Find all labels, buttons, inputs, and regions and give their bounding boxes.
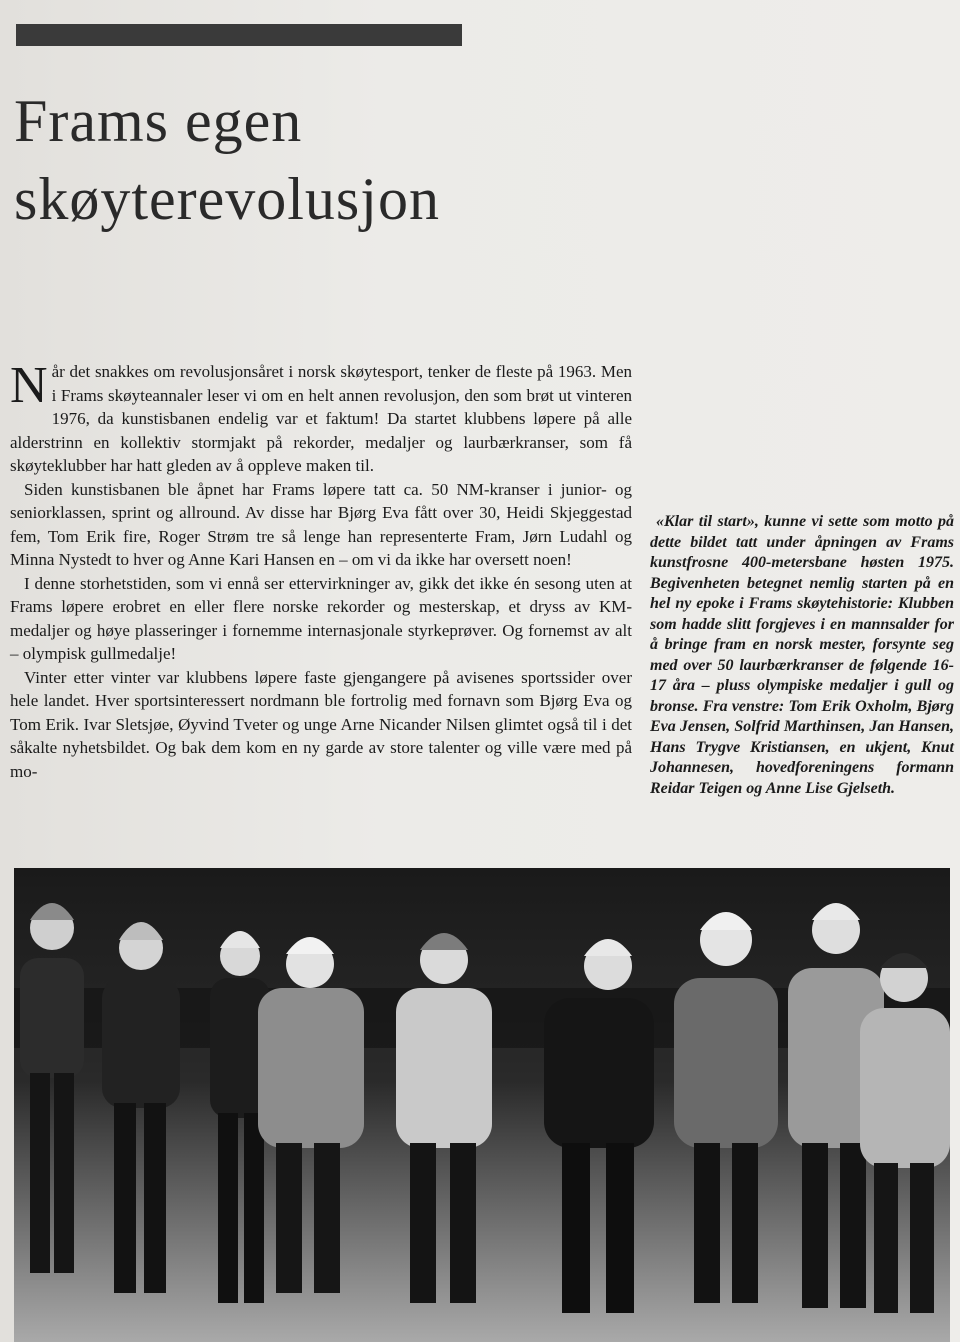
drop-cap: N	[10, 357, 48, 414]
photo-caption: «Klar til start», kunne vi sette som motto på dette bildet tatt under åpningen av Frams kunstfrosne 400-metersbane høsten 1975. Begivenheten betegnet nemlig starten på en hel ny epoke i Frams skøytehistorie: Klubben som hadde slitt forgjeves i en mannsalder for å bringe fram en norsk mester, forsynte seg med over 50 laurbærkranser de følgende 16-17 åra – pluss olympiske medaljer i gull og bronse. Fra venstre: Tom Erik Oxholm, Bjørg Eva Jensen, Solfrid Marthinsen, Jan Hansen, Hans Trygve Kristiansen, en ukjent, Knut Johannesen, hovedforeningens formann Reidar Teigen og Anne Lise Gjelseth.	[650, 513, 954, 797]
body-paragraph-1-text: år det snakkes om revolusjonsåret i norsk skøytesport, tenker de fleste på 1963. Men i Frams skøyteannaler leser vi om en helt annen revolusjon, den som brøt ut vinteren 1976, da kunstisbanen endelig var et faktum! Da startet klubbens løpere på alle alderstrinn en kollektiv stormjakt på rekorder, medaljer og laurbærkranser, som få skøyteklubber har hatt gleden av å oppleve maken til.	[10, 362, 632, 475]
body-paragraph-2: Siden kunstisbanen ble åpnet har Frams løpere tatt ca. 50 NM-kranser i junior- og seniorklassen, sprint og allround. Av disse har Bjørg Eva fått over 30, Heidi Skjeggestad fem, Tom Erik fire, Roger Strøm tre så lenge han representerte Fram, Jørn Ludahl og Minna Nystedt to hver og Anne Kari Hansen en – om vi da ikke har oversett noen!	[10, 479, 632, 569]
skaters-photo-illustration	[14, 868, 950, 1342]
body-paragraph-1	[10, 357, 632, 478]
body-paragraph-3: I denne storhetstiden, som vi ennå ser ettervirkninger av, gikk det ikke én sesong uten at Frams løpere erobret en eller flere norske rekorder og mesterskap, et dryss av KM-medaljer og høye plasseringer i fornemme internasjonale styrkeprøver. Og fornemst av alt – olympisk gullmedalje!	[10, 573, 632, 663]
title-rule-bar	[16, 24, 462, 46]
skaters-photo	[14, 868, 950, 1342]
body-paragraph-4: Vinter etter vinter var klubbens løpere faste gjengangere på avisenes sportssider over hele landet. Hver sportsinteressert nordmann ble fortrolig med fornavn som Bjørg Eva og Tom Erik. Ivar Sletsjøe, Øyvind Tveter og unge Arne Nicander Nilsen glimtet også til i det såkalte nyhetsbildet. Og bak dem kom en ny garde av store talenter og ville være med på mo-	[10, 667, 632, 781]
article-title: Frams egen skøyterevolusjon	[14, 88, 440, 232]
article-body	[10, 357, 632, 783]
